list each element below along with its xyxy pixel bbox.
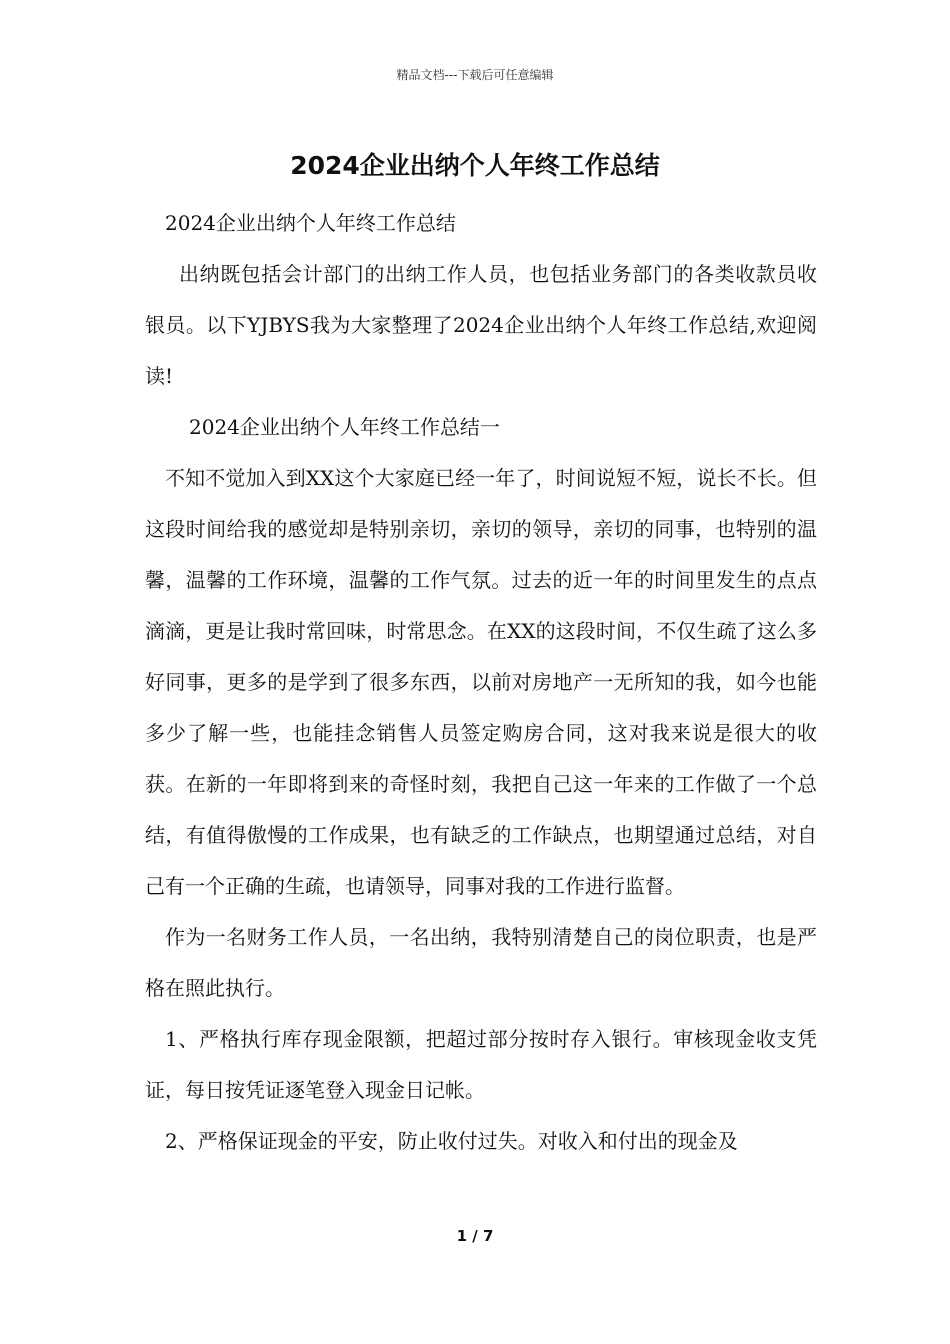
section-heading: 2024企业出纳个人年终工作总结一 bbox=[189, 415, 500, 439]
body-paragraph: 作为一名财务工作人员，一名出纳，我特别清楚自己的岗位职责，也是严格在照此执行。 bbox=[145, 925, 817, 1000]
list-item: 2、严格保证现金的平安，防止收付过失。对收入和付出的现金及 bbox=[165, 1129, 738, 1153]
body-paragraph: 不知不觉加入到XX这个大家庭已经一年了，时间说短不短，说长不长。但这段时间给我的感觉却是特别亲切，亲切的领导，亲切的同事，也特别的温馨，温馨的工作环境，温馨的工作气氛。过去的近一年的时间里发生的点点滴滴，更是让我时常回味，时常思念。在XX的这段时间，不仅生疏了这么多好同事，更多的是学到了很多东西，以前对房地产一无所知的我，如今也能多少了解一些，也能挂念销售人员签定购房合同，这对我来说是很大的收获。在新的一年即将到来的奇怪时刻，我把自己这一年来的工作做了一个总结，有值得傲慢的工作成果，也有缺乏的工作缺点，也期望通过总结，对自己有一个正确的生疏，也请领导，同事对我的工作进行监督。 bbox=[145, 466, 817, 898]
document-title: 2024企业出纳个人年终工作总结 bbox=[290, 151, 660, 180]
subtitle-paragraph: 2024企业出纳个人年终工作总结 bbox=[165, 211, 456, 235]
list-item: 1、严格执行库存现金限额，把超过部分按时存入银行。审核现金收支凭证，每日按凭证逐笔登入现金日记帐。 bbox=[145, 1027, 817, 1102]
intro-paragraph: 出纳既包括会计部门的出纳工作人员，也包括业务部门的各类收款员收银员。以下YJBYS我为大家整理了2024企业出纳个人年终工作总结,欢迎阅读! bbox=[145, 262, 817, 388]
header-note: 精品文档---下载后可任意编辑 bbox=[396, 68, 554, 82]
document-body bbox=[145, 198, 817, 1167]
page-number: 1 / 7 bbox=[456, 1227, 494, 1245]
